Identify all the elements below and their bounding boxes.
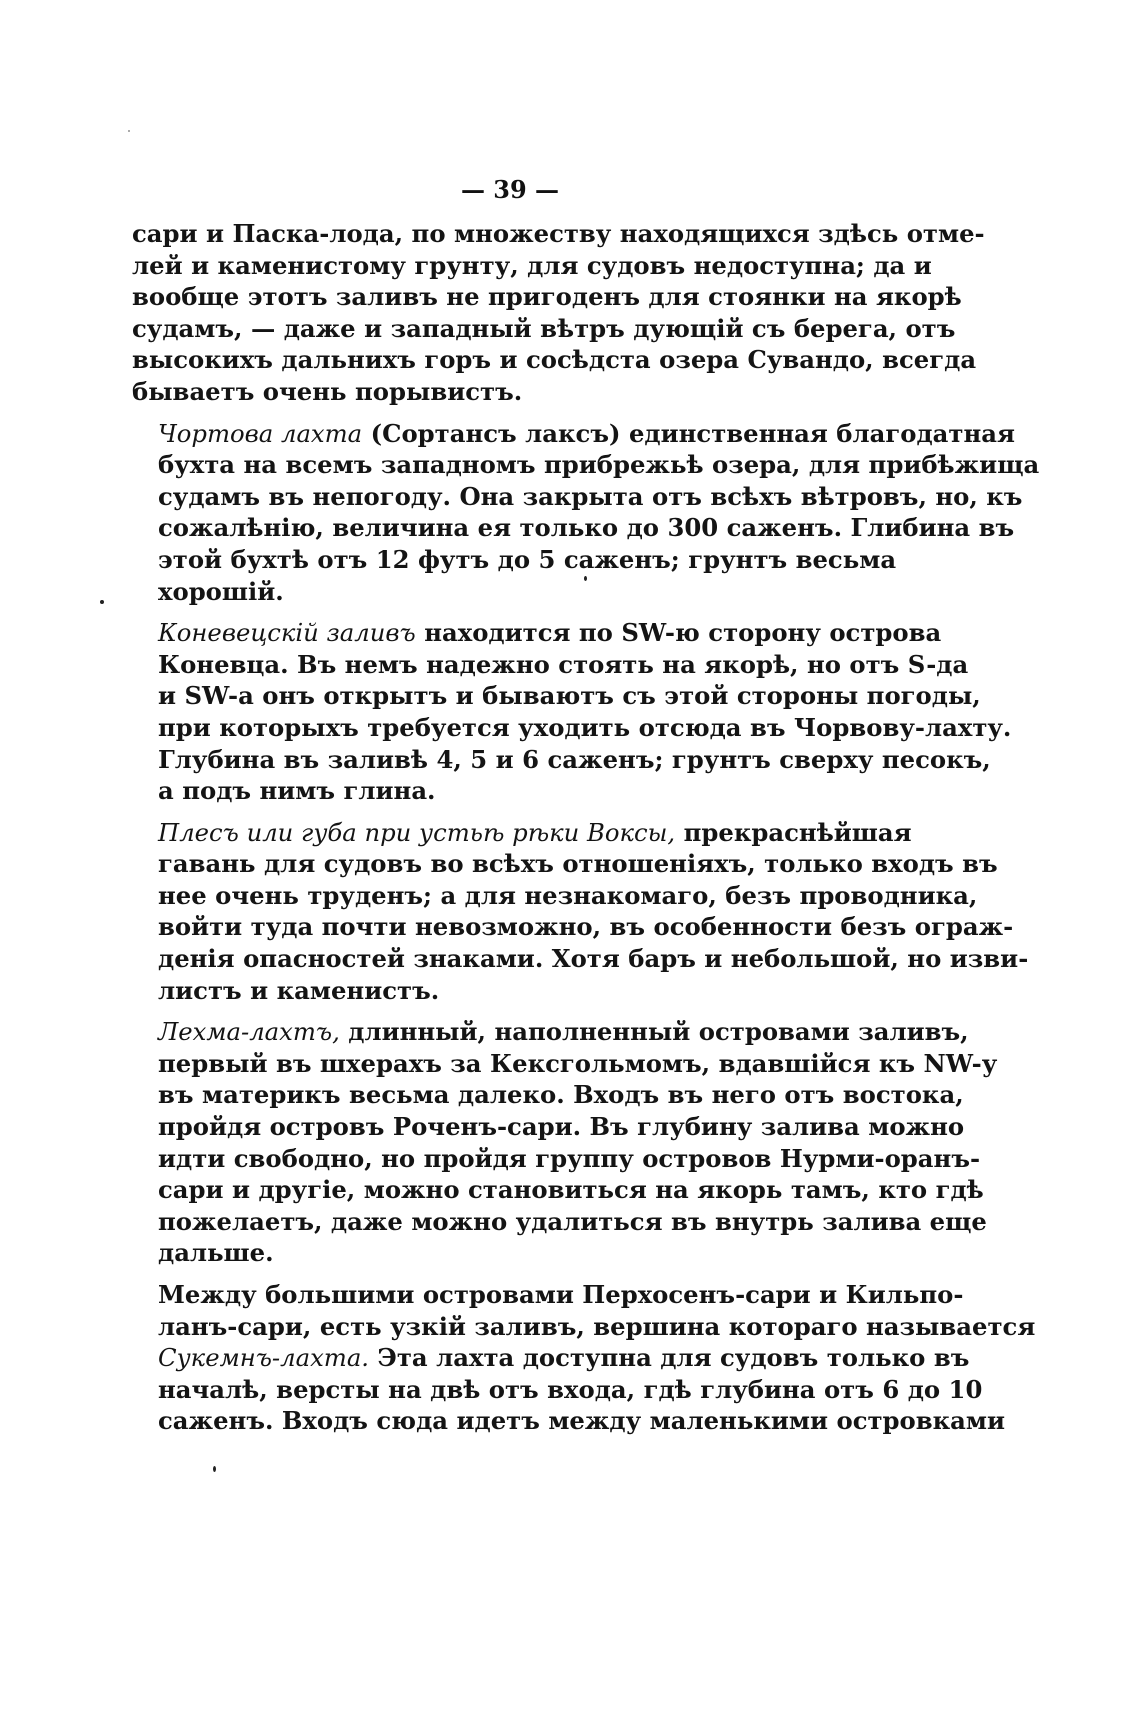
text-run: сожалѣнію, величина ея только до 300 саженъ. Глибина въ [158, 513, 1015, 543]
text-line [132, 344, 977, 376]
text-line [132, 1111, 965, 1143]
text-run: Эта лахта доступна для судовъ только въ [369, 1343, 970, 1373]
paragraph [132, 418, 1040, 608]
text-run: длинный, наполненный островами заливъ, [339, 1017, 969, 1047]
text-line [132, 848, 998, 880]
text-run: идти свободно, но пройдя группу островов Нурми-оранъ- [158, 1143, 981, 1173]
paragraph [132, 817, 1029, 1007]
print-speck [213, 1466, 216, 1472]
text-line [132, 744, 991, 776]
text-run: листъ и каменистъ. [158, 975, 440, 1005]
text-line [132, 376, 838, 408]
text-line [132, 617, 942, 649]
text-line [132, 975, 838, 1007]
text-run: Глубина въ заливѣ 4, 5 и 6 саженъ; грунтъ сверху песокъ, [158, 744, 991, 774]
text-run: высокихъ дальнихъ горъ и сосѣдста озера Сувандо, всегда [132, 345, 977, 375]
text-line [132, 576, 838, 608]
text-line [132, 1079, 964, 1111]
text-run: въ материкъ весьма далеко. Входъ въ него отъ востока, [158, 1080, 964, 1110]
text-run: бываетъ очень порывистъ. [132, 376, 523, 406]
text-run: а подъ нимъ глина. [158, 776, 436, 806]
text-run: судамъ въ непогоду. Она закрыта отъ всѣхъ вѣтровъ, но, къ [158, 481, 1023, 511]
italic-term: Чортова лахта [158, 418, 363, 448]
text-line [132, 775, 838, 807]
text-run: бухта на всемъ западномъ прибрежьѣ озера, для прибѣжища [158, 450, 1040, 480]
text-line [132, 817, 912, 849]
text-line [132, 481, 1023, 513]
text-line [132, 1174, 984, 1206]
text-line [132, 449, 1040, 481]
text-run: саженъ. Входъ сюда идетъ между маленькими островками [158, 1406, 1006, 1436]
text-line [132, 1048, 998, 1080]
text-run: вообще этотъ заливъ не пригоденъ для стоянки на якорѣ [132, 282, 962, 312]
text-line [132, 1374, 983, 1406]
text-run: лей и каменистому грунту, для судовъ недоступна; да и [132, 250, 932, 280]
page-number: — 39 — [460, 175, 560, 204]
text-line [132, 281, 962, 313]
text-run: (Сортансъ лаксъ) единственная благодатная [362, 418, 1015, 448]
text-run: прекраснѣйшая [675, 817, 912, 847]
print-speck [100, 600, 104, 604]
text-run: судамъ, — даже и западный вѣтръ дующій съ берега, отъ [132, 313, 956, 343]
text-run: сари и другіе, можно становиться на якорь тамъ, кто гдѣ [158, 1175, 984, 1205]
text-line [132, 1311, 1036, 1343]
paragraph [132, 1016, 998, 1269]
italic-term: Сукемнъ-лахта. [158, 1343, 370, 1373]
text-run: нее очень труденъ; а для незнакомаго, безъ проводника, [158, 880, 978, 910]
text-line [132, 512, 1015, 544]
text-line [132, 911, 1014, 943]
paragraph [132, 1279, 1036, 1437]
text-run: Между большими островами Перхосенъ-сари и Кильпо- [158, 1280, 964, 1309]
paragraph [132, 218, 985, 408]
text-line [132, 418, 1015, 450]
text-line [132, 680, 981, 712]
text-line [132, 712, 1012, 744]
text-run: первый въ шхерахъ за Кексгольмомъ, вдавшійся къ NW-у [158, 1048, 998, 1078]
text-run: пройдя островъ Роченъ-сари. Въ глубину залива можно [158, 1112, 965, 1142]
text-line [132, 1016, 969, 1048]
body-text [132, 218, 1040, 1447]
text-line [132, 1279, 964, 1311]
text-line [132, 218, 985, 250]
text-line [132, 649, 969, 681]
text-line [132, 250, 932, 282]
text-line [132, 880, 978, 912]
italic-term: Плесъ или губа при устьѣ рѣки Воксы, [158, 817, 676, 847]
text-run: денія опасностей знаками. Хотя баръ и небольшой, но изви- [158, 944, 1029, 974]
italic-term: Лехма-лахтъ, [158, 1017, 340, 1047]
text-line [132, 544, 897, 576]
print-speck [584, 576, 587, 581]
text-line [132, 1206, 987, 1238]
text-run: и SW-а онъ открытъ и бываютъ съ этой стороны погоды, [158, 681, 981, 711]
text-line [132, 943, 1029, 975]
text-run: войти туда почти невозможно, въ особенности безъ ограж- [158, 912, 1014, 942]
text-run: находится по SW-ю сторону острова [415, 618, 942, 648]
text-run: хорошій. [158, 576, 284, 606]
text-run: этой бухтѣ отъ 12 футъ до 5 саженъ; грунтъ весьма [158, 544, 897, 574]
text-run: Коневца. Въ немъ надежно стоять на якорѣ, но отъ S-да [158, 649, 969, 679]
print-speck [128, 130, 130, 132]
text-line [132, 313, 956, 345]
text-run: началѣ, версты на двѣ отъ входа, гдѣ глубина отъ 6 до 10 [158, 1374, 983, 1404]
paragraph [132, 617, 1012, 807]
text-line [132, 1405, 1006, 1437]
italic-term: Коневецскій заливъ [158, 618, 416, 648]
text-run: пожелаетъ, даже можно удалиться въ внутрь залива еще [158, 1206, 987, 1236]
text-run: ланъ-сари, есть узкій заливъ, вершина котораго называется [158, 1311, 1036, 1341]
text-run: сари и Паска-лода, по множеству находящихся здѣсь отме- [132, 219, 985, 248]
text-line [132, 1237, 838, 1269]
text-line [132, 1342, 970, 1374]
text-line [132, 1143, 981, 1175]
text-run: дальше. [158, 1238, 274, 1268]
text-run: гавань для судовъ во всѣхъ отношеніяхъ, только входъ въ [158, 849, 998, 879]
text-run: при которыхъ требуется уходить отсюда въ Чорвову-лахту. [158, 712, 1012, 742]
